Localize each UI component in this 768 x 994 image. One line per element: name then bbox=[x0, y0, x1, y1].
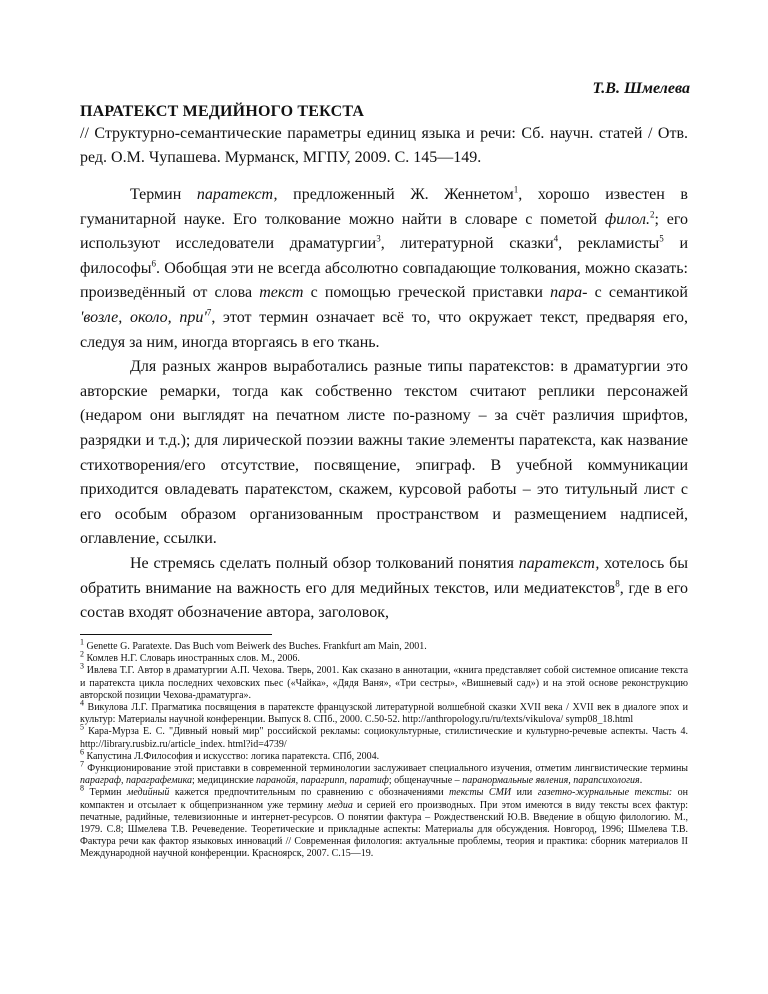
footnotes bbox=[80, 637, 689, 861]
footnote-5: $^5$ Кара-Мурза Е. С. "Дивный новый мир" российской рекламы: социокультурные, стилистические и культурно-речевые аспекты. Часть 4. http://library.rusbiz.ru/article_index. html?id=4739/ bbox=[80, 723, 688, 750]
paragraph-2: Для разных жанров выработались разные типы паратекстов: в драматургии это авторские ремарки, тогда как собственно текстом считают реплики персонажей (недаром они выглядят на печатном листе по-разному – за счёт различия шрифтов, разрядки и т.д.); для лирической поэзии важны такие элементы паратекста, как название стихотворения/его отсутствие, посвящение, эпиграф. В учебной коммуникации приходится овладевать паратекстом, скажем, курсовой работы – это титульный лист с его особым образом организованным пространством и размещением надписей, оглавление, ссылки. bbox=[80, 358, 688, 548]
footnote-8: $^8$ Термин медийный кажется предпочтительным по сравнению с обозначениями тексты СМИ или газетно-журнальные тексты: он компактен и отсылает к общепризнанном уже термину медиа и серией его производных. При этом имеются в виду тексты всех фактур: печатные, радийные, телевизионные и интернет-ресурсов. О понятии фактура – Рождественский Ю.В. Введение в общую филологию. М., 1979. С.8; Шмелева Т.В. Речеведение. Теоретические и прикладные аспекты: Материалы для обсуждения. Новгород, 1996; Шмелева Т.В. Фактура речи как фактор языковых инноваций // Современная филология: актуальные проблемы, теория и практика: сборник материалов II Международной научной конференции. Красноярск, 2007. С.15—19. bbox=[80, 784, 688, 860]
footnote-ref[interactable]: 6 bbox=[151, 258, 157, 269]
footnote-4: $^4$ Викулова Л.Г. Прагматика посвящения в паратексте французской литературной волшебной сказки XVII века / XVII век в диалоге эпох и культур: Материалы научной конференции. Выпуск 8. СПб., 2000. С.50-52. http://anthropology.ru/ru/texts/vikulova/ symp08_18.html bbox=[80, 698, 688, 726]
footnote-ref[interactable]: 8 bbox=[615, 578, 620, 589]
footnote-ref[interactable]: 5 bbox=[659, 233, 664, 244]
footnote-ref[interactable]: 4 bbox=[553, 233, 559, 244]
footnote-separator bbox=[80, 634, 272, 635]
footnote-6: $^6$ Капустина Л.Философия и искусство: логика паратекста. СПб, 2004. bbox=[80, 747, 380, 762]
source-reference: // Структурно-семантические параметры единиц языка и речи: Сб. научн. статей / Отв. ред. О.М. Чупашева. Мурманск, МГПУ, 2009. С. 145—149. bbox=[80, 125, 688, 166]
article-title: ПАРАТЕКСТ МЕДИЙНОГО ТЕКСТА bbox=[80, 103, 365, 120]
footnote-3: $^3$ Ивлева Т.Г. Автор в драматургии А.П. Чехова. Тверь, 2001. Как сказано в аннотации, «книга представляет собой системное описание текста и паратекста цикла последних чеховских пьес («Чайка», «Дядя Ваня», «Три сестры», «Вишневый сад») и на этой основе реконструкцию авторской позиции Чехова-драматурга». bbox=[80, 662, 689, 701]
article-body bbox=[80, 183, 688, 626]
author-name: Т.В. Шмелева bbox=[592, 80, 690, 97]
footnote-ref[interactable]: 7 bbox=[206, 307, 212, 318]
footnote-1: $^1$ Genette G. Paratexte. Das Buch vom Beiwerk des Buches. Frankfurt am Main, 2001. bbox=[80, 637, 427, 652]
footnote-ref[interactable]: 1 bbox=[513, 184, 519, 195]
footnote-2: $^2$ Комлев Н.Г. Словарь иностранных слов. М., 2006. bbox=[80, 649, 300, 665]
footnote-ref[interactable]: 2 bbox=[649, 209, 655, 220]
footnote-ref[interactable]: 3 bbox=[376, 233, 381, 244]
footnote-7: $^7$ Функционирование этой приставки в современной терминологии заслуживает специального изучения, отметим лингвистические термины параграф, параграфемика; медицинские паранойя, парагрипп, паратиф; общенаучные – паранормальные явления, парапсихология. bbox=[80, 759, 689, 787]
paragraph-1: Термин паратекст, предложенный Ж. Женнетом$^1$, хорошо известен в гуманитарной науке. Его толкование можно найти в словаре с пометой филол.$^2$; его используют исследователи драматургии$^3$, литературной сказки$^4$, рекламисты$^5$ и философы$^6$. Обобщая эти не всегда абсолютно совпадающие толкования, можно сказать: произведённый от слова текст с помощью греческой приставки пара- с семантикой 'возле, около, $при'^7$, этот термин означает всё то, что окружает текст, предваряя его, следуя за ним, иногда вторгаясь в его ткань. bbox=[80, 184, 689, 351]
paragraph-3: Не стремясь сделать полный обзор толкований понятия паратекст, хотелось бы обратить внимание на важность его для медийных текстов, или медиатекстов$^8$, где в его состав входят обозначение автора, заголовок, bbox=[80, 554, 688, 622]
